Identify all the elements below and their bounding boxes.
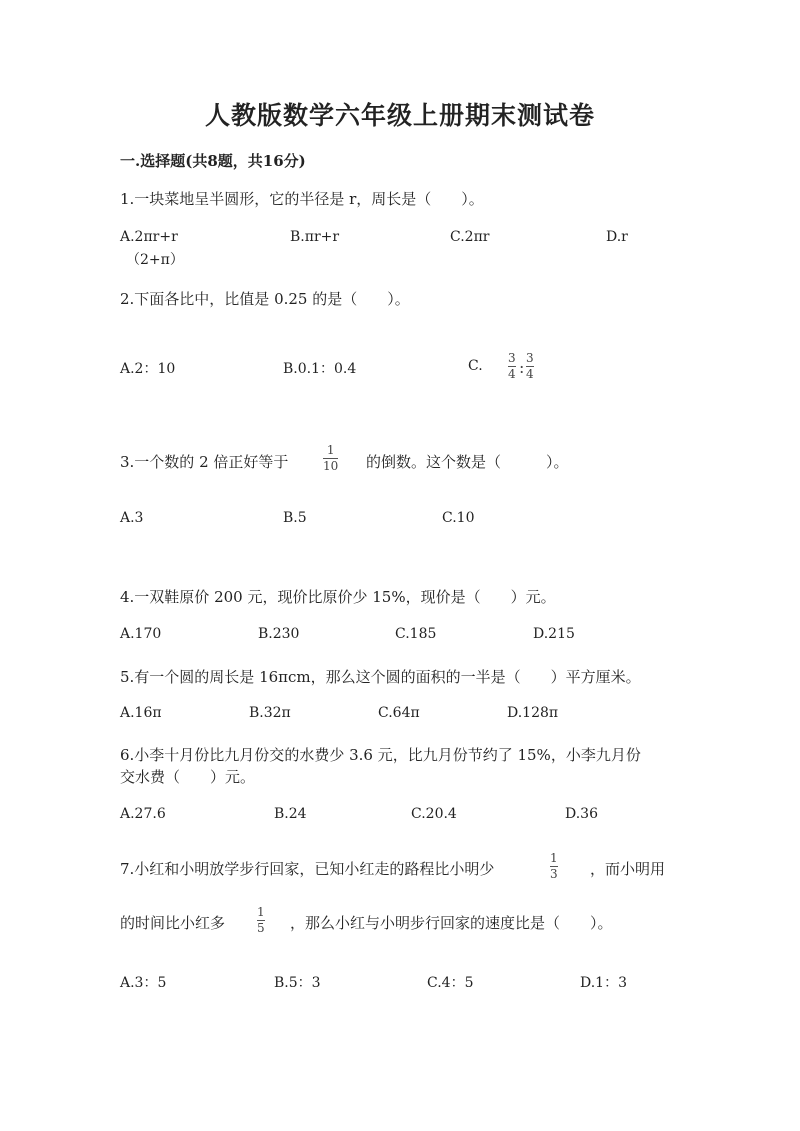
question-2-option-a: A.2：10 xyxy=(120,361,176,377)
question-2-option-c: C. xyxy=(468,358,483,374)
fraction-numerator: 3 xyxy=(526,351,534,365)
question-6-option-b: B.24 xyxy=(274,806,307,822)
question-2-option-c-fraction-left xyxy=(508,352,516,381)
question-1-text: 1.一块菜地呈半圆形，它的半径是 r，周长是（ ）。 xyxy=(120,190,484,208)
question-4-option-a: A.170 xyxy=(120,626,162,642)
question-6-option-d: D.36 xyxy=(565,806,598,822)
fraction-numerator: 1 xyxy=(326,443,335,457)
question-5-option-a: A.16π xyxy=(120,705,162,721)
question-7-line-2-after: ，那么小红与小明步行回家的速度比是（ ）。 xyxy=(290,914,613,932)
question-3-option-b: B.5 xyxy=(283,510,307,526)
question-4-option-d: D.215 xyxy=(533,626,575,642)
question-4-text: 4.一双鞋原价 200 元，现价比原价少 15%，现价是（ ）元。 xyxy=(120,588,556,606)
question-6-line-1: 6.小李十月份比九月份交的水费少 3.6 元，比九月份节约了 15%，小李九月份 xyxy=(120,746,641,764)
question-3-option-a: A.3 xyxy=(120,510,144,526)
question-5-option-d: D.128π xyxy=(507,705,559,721)
section-heading: 一.选择题(共8题，共16分) xyxy=(120,152,306,170)
question-2-option-b: B.0.1：0.4 xyxy=(283,361,357,377)
question-3-text-before: 3.一个数的 2 倍正好等于 xyxy=(120,453,289,471)
question-7-line-2-before: 的时间比小红多 xyxy=(120,914,226,932)
question-5-option-c: C.64π xyxy=(378,705,420,721)
question-5-option-b: B.32π xyxy=(249,705,291,721)
question-6-line-2: 交水费（ ）元。 xyxy=(120,768,256,786)
fraction-denominator: 10 xyxy=(323,459,339,473)
question-3-option-c: C.10 xyxy=(442,510,475,526)
fraction-numerator: 3 xyxy=(508,351,516,365)
question-3-fraction xyxy=(323,444,338,473)
fraction-numerator: 1 xyxy=(550,851,558,865)
question-7-fraction-1 xyxy=(550,852,558,881)
question-7-option-a: A.3：5 xyxy=(120,975,167,991)
question-7-fraction-2 xyxy=(257,906,265,935)
question-4-option-b: B.230 xyxy=(258,626,300,642)
question-3-text-after: 的倒数。这个数是（ ）。 xyxy=(366,453,569,471)
fraction-denominator: 5 xyxy=(257,921,265,935)
question-7-line-1-before: 7.小红和小明放学步行回家，已知小红走的路程比小明少 xyxy=(120,860,495,878)
page-title: 人教版数学六年级上册期末测试卷 xyxy=(204,101,595,130)
fraction-denominator: 4 xyxy=(508,367,516,381)
question-1-option-b: B.πr+r xyxy=(290,229,340,245)
question-6-option-a: A.27.6 xyxy=(120,806,166,822)
question-1-option-a: A.2πr+r xyxy=(120,229,178,245)
fraction-denominator: 4 xyxy=(526,367,534,381)
question-6-option-c: C.20.4 xyxy=(411,806,457,822)
question-7-option-c: C.4：5 xyxy=(427,975,474,991)
question-5-text: 5.有一个圆的周长是 16πcm，那么这个圆的面积的一半是（ ）平方厘米。 xyxy=(120,668,641,686)
question-2-text: 2.下面各比中，比值是 0.25 的是（ ）。 xyxy=(120,290,410,308)
question-2-ratio-colon: : xyxy=(519,358,525,377)
question-4-option-c: C.185 xyxy=(395,626,437,642)
question-1-option-d-continuation: （2+π） xyxy=(126,252,184,268)
question-1-option-d: D.r xyxy=(606,229,628,245)
question-2-option-c-fraction-right xyxy=(526,352,534,381)
fraction-denominator: 3 xyxy=(550,867,558,881)
question-7-option-d: D.1：3 xyxy=(580,975,627,991)
question-7-line-1-after: ，而小明用 xyxy=(590,860,666,878)
question-1-option-c: C.2πr xyxy=(450,229,490,245)
question-7-option-b: B.5：3 xyxy=(274,975,321,991)
fraction-numerator: 1 xyxy=(257,905,265,919)
